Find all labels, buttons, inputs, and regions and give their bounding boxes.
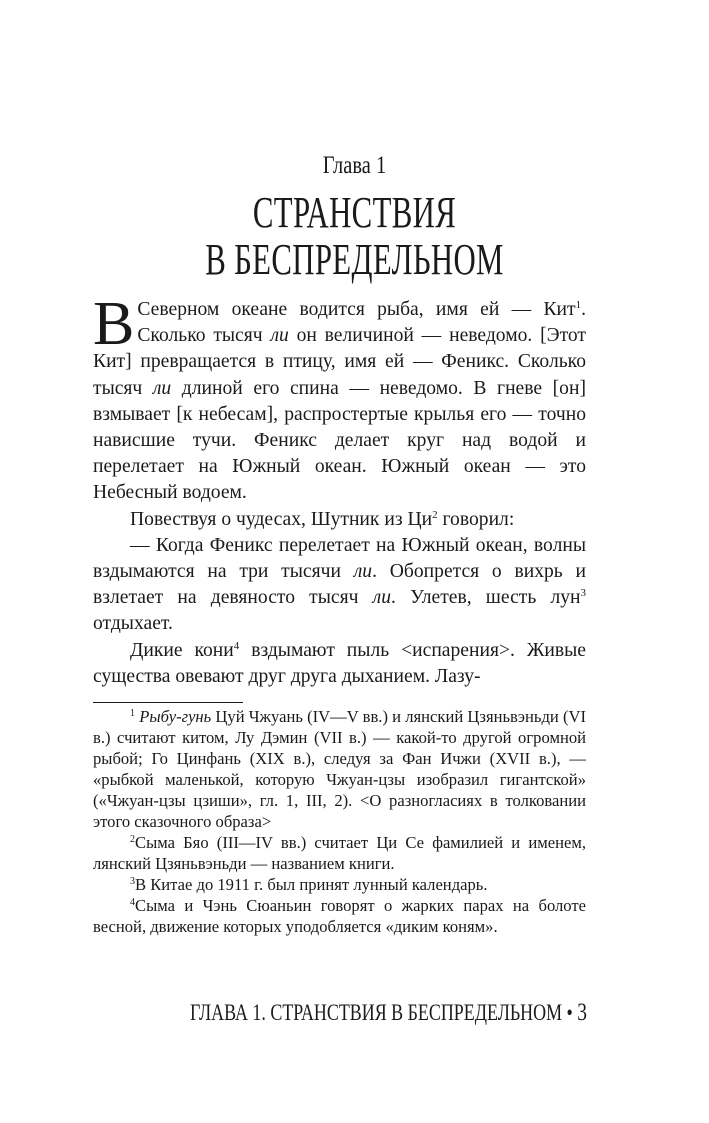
italic-term: Рыбу-гунь <box>139 707 212 726</box>
footnote-text: Сыма и Чэнь Сюаньин говорят о жарких парах на болоте весной, движение которых уподобляется «диким коням». <box>93 896 586 936</box>
footnote-number: 4 <box>130 897 135 908</box>
footnote-3 <box>93 874 586 895</box>
paragraph-1 <box>93 290 586 507</box>
footnote-ref-1[interactable]: 1 <box>575 299 582 311</box>
footnote-divider <box>93 702 243 703</box>
drop-cap: В <box>93 290 135 358</box>
text-span: говорил: <box>437 508 515 530</box>
chapter-label: Глава 1 <box>322 152 387 179</box>
paragraph-4 <box>93 638 586 690</box>
footnote-text: Сыма Бяо (III—IV вв.) считает Ци Се фамилией и именем, лянский Цзяньвэньди — названием книги. <box>93 833 586 873</box>
text-span: Северном океане водится рыба, имя ей — Кит <box>137 299 576 320</box>
footnote-text: Цуй Чжуань (IV—V вв.) и лянский Цзяньвэньди (VI в.) считают китом, Лу Дэмин (VII в.) — какой-то другой огромной рыбой; Го Цинфань (XIX в.), следуя за Фан Ичжи (XVII в.), — «рыбкой маленькой, которую Чжуан-цзы изобразил гигантской» («Чжуан-цзы цзиши», гл. 1, III, 2). <О разногласиях в толковании этого сказочного образа> <box>93 707 586 831</box>
footnote-1 <box>93 706 586 832</box>
text-span: — Когда Феникс перелетает на Южный океан, волны вздымаются на три тысячи <box>93 534 586 583</box>
running-title: ГЛАВА 1. СТРАНСТВИЯ В БЕСПРЕДЕЛЬНОМ <box>189 1000 562 1025</box>
footnote-ref-3[interactable]: 3 <box>580 587 587 600</box>
text-span: вздымают пыль <испарения>. Живые существа овевают друг друга дыханием. Лазу- <box>93 639 586 687</box>
text-span: . Сколько тысяч <box>137 299 586 347</box>
footnote-number: 3 <box>130 876 135 887</box>
footnote-number: 1 <box>130 708 135 719</box>
text-span: . Обопрется о вихрь и взлетает на девяносто тысяч <box>93 561 586 609</box>
italic-term: ли <box>270 325 289 347</box>
paragraph-2 <box>93 507 586 533</box>
chapter-title-line-2: В БЕСПРЕДЕЛЬНОМ <box>205 235 504 284</box>
footnote-ref-2[interactable]: 2 <box>432 508 438 521</box>
footnote-2 <box>93 832 586 874</box>
italic-term: ли <box>353 561 373 583</box>
running-footer <box>190 999 587 1027</box>
text-span: длиной его спина — неведомо. В гневе [он] взмывает [к небесам], распростертые крылья его — точно нависшие тучи. Феникс делает круг над водой и перелетает на Южный океан. Южный океан — это Небесный водоем. <box>93 377 586 504</box>
body-text <box>93 290 587 690</box>
footnote-ref-4[interactable]: 4 <box>233 639 240 652</box>
chapter-title-line-1: СТРАНСТВИЯ <box>252 188 457 237</box>
italic-term: ли <box>152 377 172 399</box>
footnote-4 <box>93 895 586 937</box>
text-span: Дикие кони <box>130 639 234 661</box>
text-span: отдыхает. <box>93 613 173 635</box>
text-span: он величиной — неведомо. [Этот Кит] превращается в птицу, имя ей — Феникс. Сколько тысяч <box>93 325 586 399</box>
bullet-separator: • <box>566 1000 573 1025</box>
footnote-text: В Китае до 1911 г. был принят лунный календарь. <box>135 875 488 894</box>
paragraph-3 <box>93 533 586 638</box>
text-span: . Улетев, шесть лун <box>391 587 581 609</box>
page-number: 3 <box>577 999 587 1026</box>
italic-term: ли <box>372 587 391 609</box>
footnote-number: 2 <box>130 834 135 845</box>
footnotes <box>93 706 586 937</box>
text-span: Повествуя о чудесах, Шутник из Ци <box>130 508 433 530</box>
